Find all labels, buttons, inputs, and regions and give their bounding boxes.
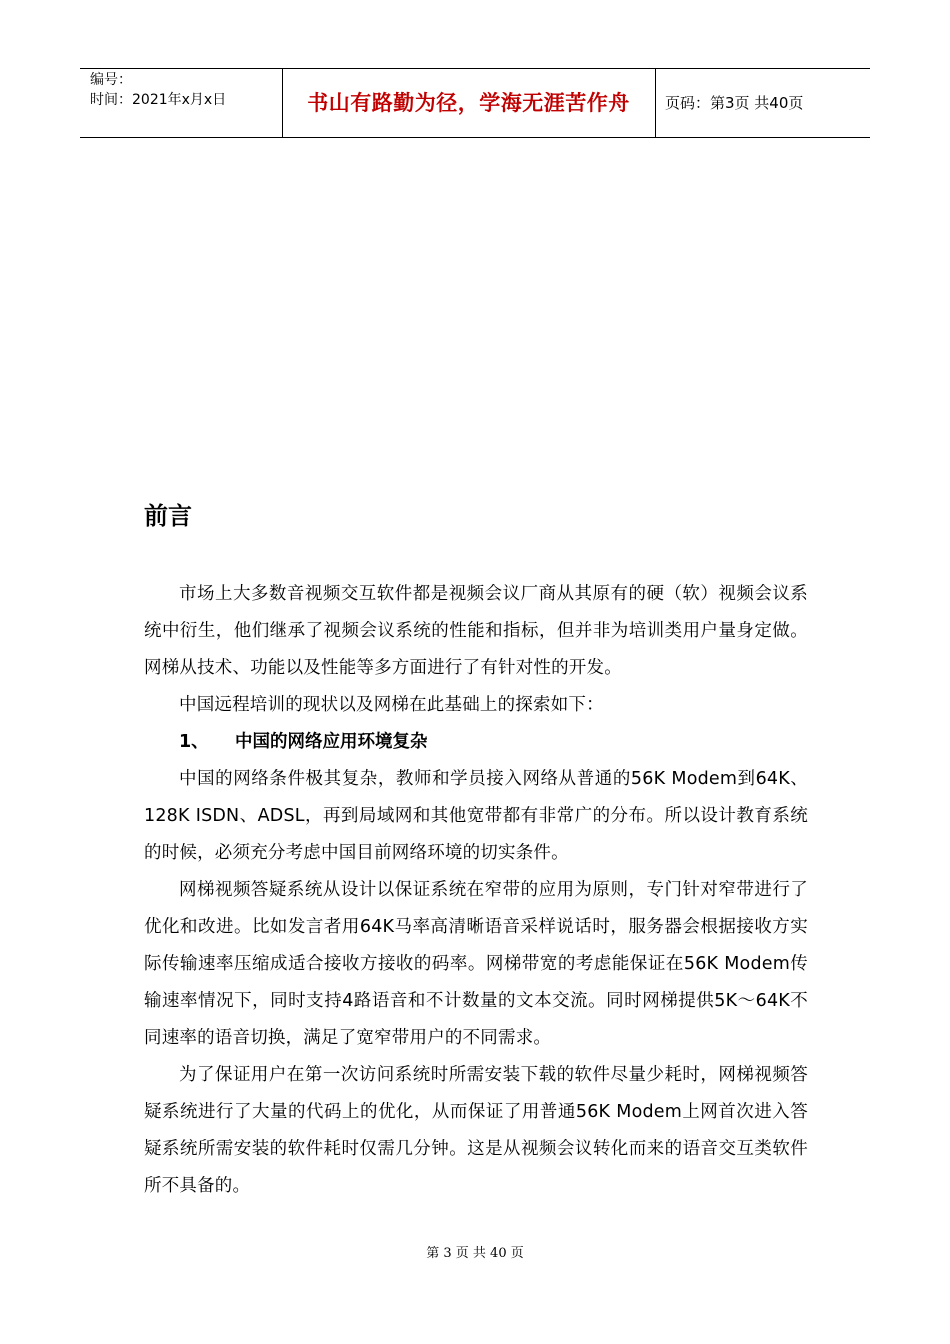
- document-header: [80, 68, 870, 138]
- paragraph-install-optimization: 为了保证用户在第一次访问系统时所需安装下载的软件尽量少耗时，网梯视频答疑系统进行了大量的代码上的优化，从而保证了用普通56K Modem上网首次进入答疑系统所需安装的软件耗时仅需几分钟。这是从视频会议转化而来的语音交互类软件所不具备的。: [144, 1065, 808, 1196]
- paragraph-overview: 中国远程培训的现状以及网梯在此基础上的探索如下：: [179, 695, 604, 715]
- header-motto: 书山有路勤为径，学海无涯苦作舟: [307, 91, 630, 115]
- paragraph-narrowband-optimization: 网梯视频答疑系统从设计以保证系统在窄带的应用为原则，专门针对窄带进行了优化和改进。比如发言者用64K马率高清晰语音采样说话时，服务器会根据接收方实际传输速率压缩成适合接收方接收的码率。网梯带宽的考虑能保证在56K Modem传输速率情况下，同时支持4路语音和不计数量的文本交流。同时网梯提供5K～64K不同速率的语音切换，满足了宽窄带用户的不同需求。: [144, 880, 808, 1048]
- page-footer: 第 3 页 共 40 页: [426, 1246, 524, 1261]
- page-title: 前言: [144, 502, 192, 530]
- document-time-label: 时间：2021年x月x日: [90, 92, 227, 108]
- header-page-info: 页码：第3页 共40页: [665, 94, 804, 112]
- paragraph-intro: 市场上大多数音视频交互软件都是视频会议厂商从其原有的硬（软）视频会议系统中衍生，他们继承了视频会议系统的性能和指标，但并非为培训类用户量身定做。网梯从技术、功能以及性能等多方面进行了有针对性的开发。: [144, 584, 808, 678]
- document-code-label: 编号：: [90, 72, 132, 88]
- section-number: 1、: [179, 732, 209, 752]
- header-page-cell: [655, 69, 870, 137]
- header-motto-cell: [282, 69, 656, 137]
- section-title: 中国的网络应用环境复杂: [235, 732, 428, 752]
- section-heading: [179, 724, 428, 761]
- paragraph-network-conditions: 中国的网络条件极其复杂，教师和学员接入网络从普通的56K Modem到64K、128K ISDN、ADSL，再到局域网和其他宽带都有非常广的分布。所以设计教育系统的时候，必须充分考虑中国目前网络环境的切实条件。: [144, 769, 808, 863]
- header-meta-cell: [80, 69, 283, 137]
